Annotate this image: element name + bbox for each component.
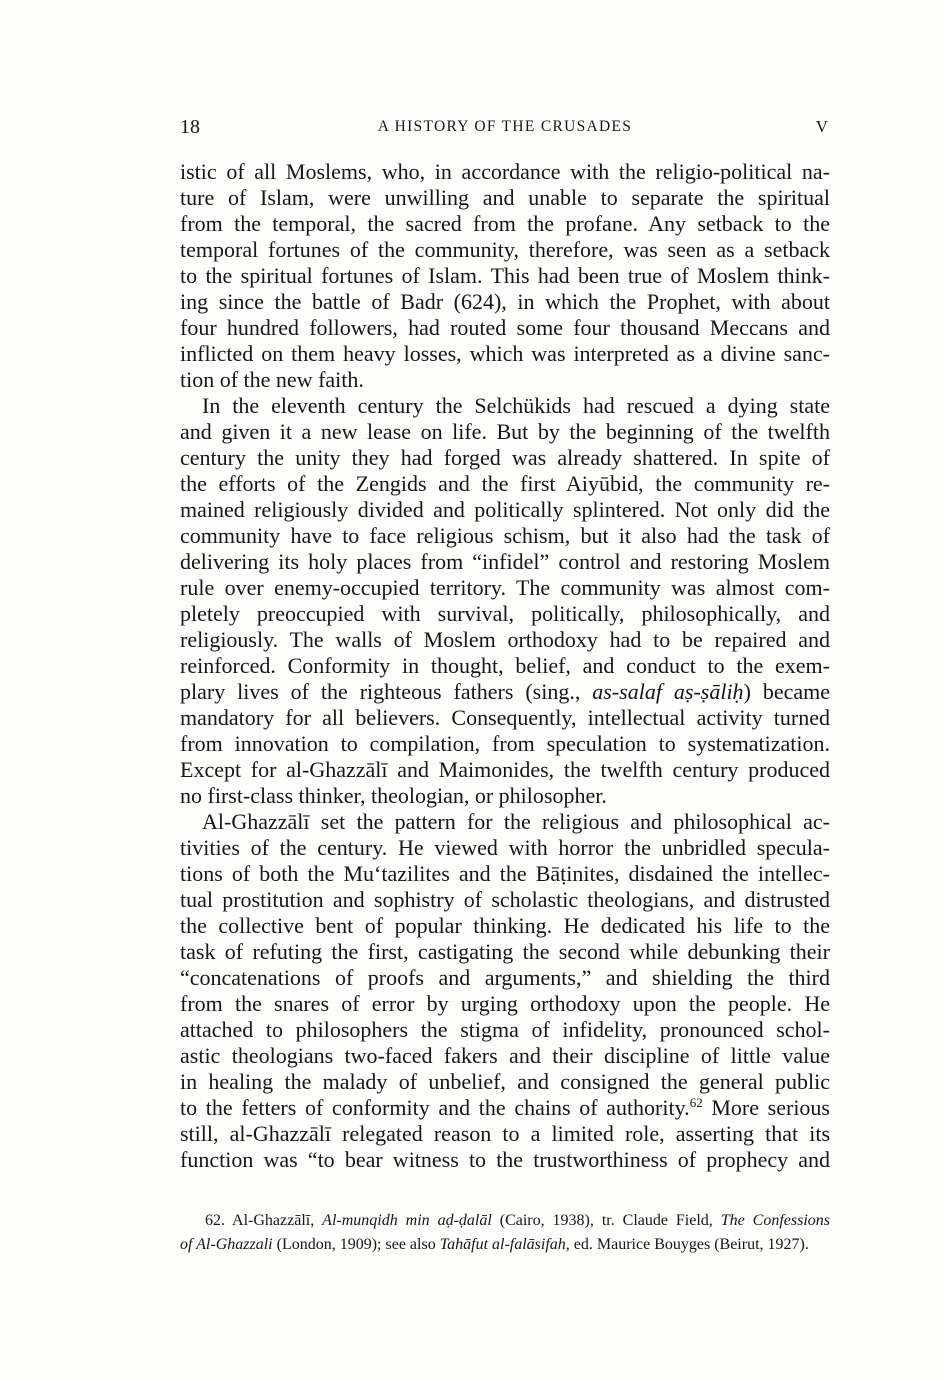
text-line <box>180 757 830 783</box>
text-line <box>180 159 830 185</box>
text-segment: (Cairo, 1938), tr. Claude Field, <box>491 1212 721 1229</box>
paragraph <box>180 809 830 1173</box>
text-line <box>180 289 830 315</box>
text-line <box>180 809 830 835</box>
text-line <box>180 1095 830 1121</box>
text-line <box>180 445 830 471</box>
text-segment: function was “to bear witness to the trustworthiness of prophecy and <box>180 1147 830 1172</box>
text-segment: 62. Al-Ghazzālī, <box>205 1212 323 1229</box>
text-segment: from the snares of error by urging orthodoxy upon the people. He <box>180 991 830 1016</box>
text-segment: the efforts of the Zengids and the first Aiyūbid, the community re- <box>180 471 830 496</box>
text-segment: religiously. The walls of Moslem orthodoxy had to be repaired and <box>180 627 830 652</box>
text-line <box>180 1209 830 1233</box>
text-line <box>180 965 830 991</box>
footnotes <box>180 1209 830 1257</box>
text-segment: temporal fortunes of the community, therefore, was seen as a setback <box>180 237 830 262</box>
text-line <box>180 835 830 861</box>
text-line <box>180 1121 830 1147</box>
text-line <box>180 185 830 211</box>
text-segment: astic theologians two-faced fakers and their discipline of little value <box>180 1043 830 1068</box>
text-line <box>180 367 830 393</box>
text-segment: still, al-Ghazzālī relegated reason to a limited role, asserting that its <box>180 1121 830 1146</box>
text-segment: delivering its holy places from “infidel” control and restoring Moslem <box>180 549 830 574</box>
page-header <box>180 115 830 139</box>
text-line <box>180 1233 830 1257</box>
text-segment: from innovation to compilation, from speculation to systematization. <box>180 731 830 756</box>
text-segment: More serious <box>702 1095 830 1120</box>
text-line <box>180 393 830 419</box>
italic-text: Tahāfut al-falāsifah, <box>439 1236 570 1253</box>
text-segment: ing since the battle of Badr (624), in which the Prophet, with about <box>180 289 830 314</box>
text-line <box>180 627 830 653</box>
text-segment: in healing the malady of unbelief, and consigned the general public <box>180 1069 830 1094</box>
page-number: 18 <box>180 116 200 138</box>
text-line <box>180 783 830 809</box>
text-segment: tion of the new faith. <box>180 367 364 392</box>
text-line <box>180 341 830 367</box>
text-line <box>180 263 830 289</box>
paragraph <box>180 159 830 393</box>
body-text <box>180 159 830 1173</box>
text-line <box>180 497 830 523</box>
text-line <box>180 887 830 913</box>
text-segment: from the temporal, the sacred from the profane. Any setback to the <box>180 211 830 236</box>
text-line <box>180 1043 830 1069</box>
text-line <box>180 211 830 237</box>
text-segment: century the unity they had forged was already shattered. In spite of <box>180 445 830 470</box>
text-segment: “concatenations of proofs and arguments,” and shielding the third <box>180 965 830 990</box>
text-segment: tivities of the century. He viewed with horror the unbridled specula- <box>180 835 830 860</box>
running-title: A HISTORY OF THE CRUSADES <box>377 118 633 135</box>
italic-text: as-salaf aṣ-ṣāliḥ <box>592 679 744 704</box>
text-segment: tual prostitution and sophistry of scholastic theologians, and distrusted <box>180 887 830 912</box>
text-segment: community have to face religious schism, but it also had the task of <box>180 523 830 548</box>
text-line <box>180 549 830 575</box>
text-line <box>180 419 830 445</box>
text-line <box>180 523 830 549</box>
text-line <box>180 575 830 601</box>
chapter-numeral: V <box>815 117 828 136</box>
footnote <box>180 1209 830 1257</box>
text-segment: four hundred followers, had routed some four thousand Meccans and <box>180 315 830 340</box>
text-line <box>180 913 830 939</box>
paragraph <box>180 393 830 809</box>
text-segment: In the eleventh century the Selchükids had rescued a dying state <box>202 393 830 418</box>
text-segment: reinforced. Conformity in thought, belief, and conduct to the exem- <box>180 653 830 678</box>
text-line <box>180 679 830 705</box>
text-segment: rule over enemy-occupied territory. The community was almost com- <box>180 575 830 600</box>
italic-text: The Confessions <box>720 1212 831 1229</box>
text-line <box>180 1147 830 1173</box>
footnote-reference: 62 <box>689 1095 703 1110</box>
text-line <box>180 1017 830 1043</box>
text-segment: no first-class thinker, theologian, or philosopher. <box>180 783 607 808</box>
text-line <box>180 1069 830 1095</box>
text-line <box>180 315 830 341</box>
text-segment: ture of Islam, were unwilling and unable to separate the spiritual <box>180 185 830 210</box>
text-line <box>180 237 830 263</box>
text-segment: mandatory for all believers. Consequently, intellectual activity turned <box>180 705 830 730</box>
text-segment: ) became <box>743 679 830 704</box>
text-segment: task of refuting the first, castigating the second while debunking their <box>180 939 830 964</box>
text-segment: attached to philosophers the stigma of infidelity, pronounced schol- <box>180 1017 830 1042</box>
text-segment: Except for al-Ghazzālī and Maimonides, the twelfth century produced <box>180 757 830 782</box>
text-line <box>180 939 830 965</box>
text-line <box>180 731 830 757</box>
text-line <box>180 991 830 1017</box>
text-line <box>180 861 830 887</box>
text-segment: istic of all Moslems, who, in accordance with the religio-political na- <box>180 159 830 184</box>
text-segment: to the fetters of conformity and the chains of authority. <box>180 1095 690 1120</box>
text-segment: to the spiritual fortunes of Islam. This had been true of Moslem think- <box>180 263 830 288</box>
text-segment: the collective bent of popular thinking. He dedicated his life to the <box>180 913 830 938</box>
text-line <box>180 471 830 497</box>
text-line <box>180 653 830 679</box>
text-segment: inflicted on them heavy losses, which was interpreted as a divine sanc- <box>180 341 830 366</box>
text-line <box>180 705 830 731</box>
text-line <box>180 601 830 627</box>
text-segment: tions of both the Mu‘tazilites and the Bāṭinites, disdained the intellec- <box>180 861 830 886</box>
text-segment: ed. Maurice Bouyges (Beirut, 1927). <box>569 1236 809 1253</box>
text-segment: plary lives of the righteous fathers (sing., <box>180 679 593 704</box>
italic-text: of Al-Ghazzali <box>180 1236 273 1253</box>
italic-text: Al-munqidh min aḍ-ḍalāl <box>322 1212 492 1229</box>
text-segment: and given it a new lease on life. But by the beginning of the twelfth <box>180 419 830 444</box>
text-segment: Al-Ghazzālī set the pattern for the religious and philosophical ac- <box>202 809 830 834</box>
text-segment: (London, 1909); see also <box>272 1236 440 1253</box>
text-segment: mained religiously divided and politically splintered. Not only did the <box>180 497 830 522</box>
text-segment: pletely preoccupied with survival, politically, philosophically, and <box>180 601 830 626</box>
